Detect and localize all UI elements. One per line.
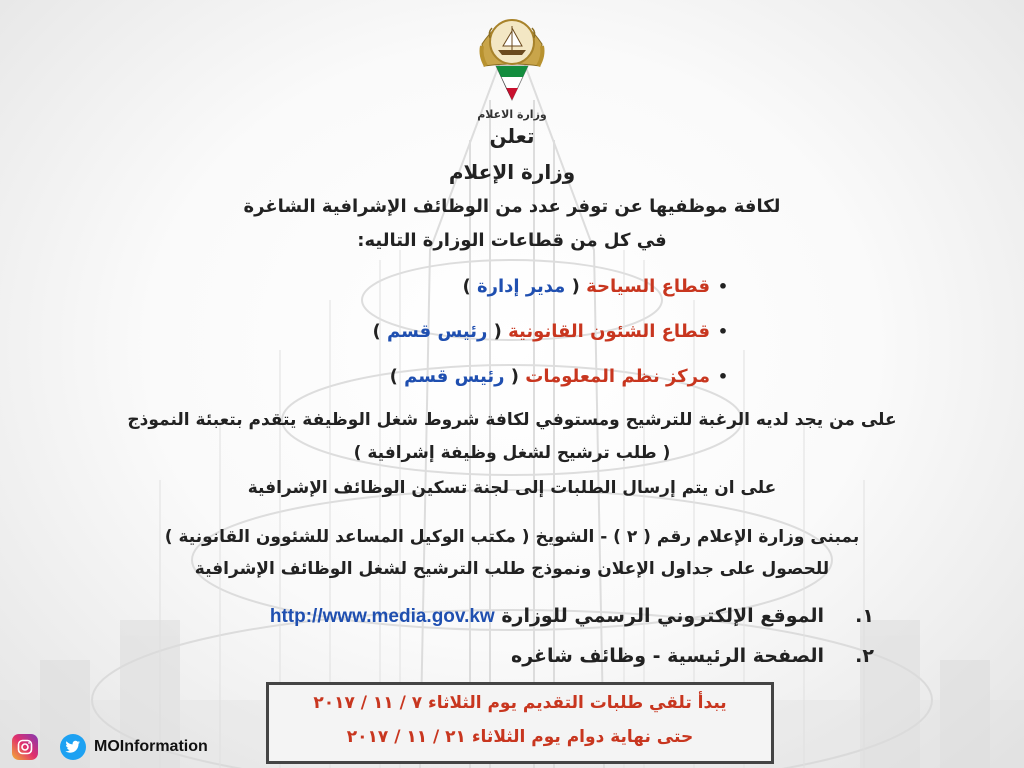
position-title: رئيس قسم	[386, 321, 488, 342]
social-links	[12, 732, 208, 762]
social-handle[interactable]: MOInformation	[94, 738, 208, 755]
form-sources-intro: للحصول على جداول الإعلان ونموذج طلب الترشيح لشغل الوظائف الإشرافية	[194, 559, 830, 579]
item-text: الصفحة الرئيسية - وظائف شاغره	[510, 645, 824, 667]
building-address: بمبنى وزارة الإعلام رقم ( ٢ ) - الشويخ ( مكتب الوكيل المساعد للشئوون القانونية )	[164, 527, 860, 547]
sector-name: قطاع السياحة	[586, 276, 710, 297]
sector-name: مركز نظم المعلومات	[525, 366, 710, 387]
sector-item	[372, 321, 736, 342]
paren-close: )	[372, 321, 387, 342]
paren-open: (	[487, 321, 502, 342]
announcement-verb: تعلن	[489, 124, 535, 148]
source-item	[511, 645, 874, 667]
bullet-icon: •	[717, 367, 729, 386]
item-number: ٢.	[855, 645, 874, 667]
paren-open: (	[504, 366, 519, 387]
logo-caption: وزارة الاعلام	[477, 108, 547, 121]
instagram-icon[interactable]	[12, 734, 38, 760]
item-number: ١.	[855, 605, 874, 627]
position-title: مدير إدارة	[476, 276, 566, 297]
eligibility-text: على من يجد لديه الرغبة للترشيح ومستوفي لكافة شروط شغل الوظيفة يتقدم بتعبئة النموذج	[127, 410, 897, 430]
position-title: رئيس قسم	[404, 366, 505, 387]
item-text: الموقع الإلكتروني الرسمي للوزارة	[501, 605, 824, 627]
sector-item	[462, 276, 736, 297]
announcement-sectors-heading: في كل من قطاعات الوزارة التاليه:	[357, 230, 667, 251]
ministry-logo	[466, 4, 558, 124]
start-date-text: يبدأ تلقي طلبات التقديم يوم الثلاثاء ٧ / ١١ / ٢٠١٧	[313, 693, 727, 713]
sector-item	[390, 366, 736, 387]
ministry-name: وزارة الإعلام	[448, 160, 576, 184]
submission-text: على ان يتم إرسال الطلبات إلى لجنة تسكين الوظائف الإشرافية	[247, 478, 777, 498]
paren-open: (	[565, 276, 580, 297]
paren-close: )	[389, 366, 405, 387]
source-item	[270, 605, 874, 628]
twitter-icon[interactable]	[60, 734, 86, 760]
announcement-intro: لكافة موظفيها عن توفر عدد من الوظائف الإشرافية الشاغرة	[243, 196, 781, 217]
sector-name: قطاع الشئون القانونية	[508, 321, 710, 342]
end-date-text: حتى نهاية دوام يوم الثلاثاء ٢١ / ١١ / ٢٠١٧	[346, 727, 694, 747]
form-name: ( طلب ترشيح لشغل وظيفة إشرافية )	[353, 443, 671, 463]
kuwait-emblem-icon	[472, 4, 552, 104]
bullet-icon: •	[717, 277, 729, 296]
deadline-notice-box	[266, 682, 774, 764]
bullet-icon: •	[717, 322, 729, 341]
paren-close: )	[462, 276, 477, 297]
website-link[interactable]: http://www.media.gov.kw	[269, 606, 495, 627]
